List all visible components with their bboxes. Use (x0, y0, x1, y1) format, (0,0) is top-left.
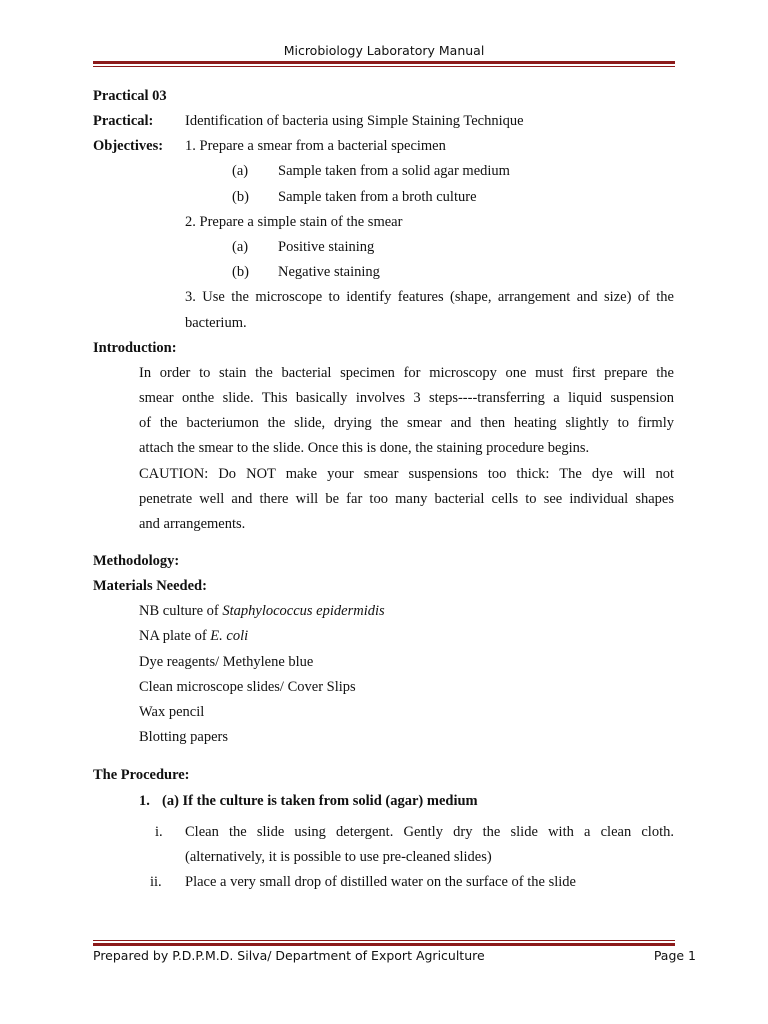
substep-ii-marker: ii. (150, 874, 162, 890)
material-item-1 (139, 603, 385, 620)
footer-rule-thin (93, 940, 675, 941)
objective-2a-marker: (a) (232, 239, 249, 255)
objective-1b: Sample taken from a broth culture (278, 189, 477, 205)
procedure-step-1-title: (a) If the culture is taken from solid (agar) medium (162, 793, 478, 809)
objective-2a: Positive staining (278, 239, 375, 255)
material-item-2 (139, 628, 248, 645)
practical-label: Practical: (93, 113, 154, 129)
objectives-label: Objectives: (93, 138, 164, 154)
intro-line-1: In order to stain the bacterial specimen for microscopy one must first prepare the (139, 365, 674, 381)
header-rule-thin (93, 66, 675, 67)
objective-2: 2. Prepare a simple stain of the smear (185, 214, 403, 230)
practical-number: Practical 03 (93, 88, 167, 104)
substep-i-marker: i. (155, 824, 163, 840)
objective-3-line2: bacterium. (185, 315, 247, 331)
caution-line-3: and arrangements. (139, 516, 246, 532)
objective-1b-marker: (b) (232, 189, 249, 205)
substep-ii-text: Place a very small drop of distilled water on the surface of the slide (185, 874, 576, 890)
objective-2b: Negative staining (278, 264, 380, 280)
objective-1a-marker: (a) (232, 163, 249, 179)
introduction-label: Introduction: (93, 340, 177, 356)
caution-line-1: CAUTION: Do NOT make your smear suspensions too thick: The dye will not (139, 466, 674, 482)
material-item-6: Blotting papers (139, 729, 229, 745)
material-item-2-prefix: NA plate of (139, 628, 211, 644)
objective-2b-marker: (b) (232, 264, 249, 280)
substep-i-line1: Clean the slide using detergent. Gently dry the slide with a clean cloth. (185, 824, 674, 840)
practical-title: Identification of bacteria using Simple Staining Technique (185, 113, 524, 129)
running-header: Microbiology Laboratory Manual (283, 43, 485, 58)
page-number: Page 1 (653, 948, 696, 963)
footer-author: Prepared by P.D.P.M.D. Silva/ Department of Export Agriculture (93, 948, 485, 963)
material-item-3: Dye reagents/ Methylene blue (139, 654, 314, 670)
intro-line-2: smear onthe slide. This basically involves 3 steps----transferring a liquid suspension (139, 390, 674, 406)
material-item-2-species: E. coli (210, 628, 249, 644)
intro-line-4: attach the smear to the slide. Once this is done, the staining procedure begins. (139, 440, 590, 456)
header-rule-thick (93, 61, 675, 64)
procedure-step-1-number: 1. (139, 793, 150, 809)
methodology-label: Methodology: (93, 553, 180, 569)
caution-line-2: penetrate well and there will be far too many bacterial cells to see individual shapes (139, 491, 674, 507)
material-item-5: Wax pencil (139, 704, 205, 720)
objective-1a: Sample taken from a solid agar medium (278, 163, 510, 179)
intro-line-3: of the bacteriumon the slide, drying the smear and then heating slightly to firmly (139, 415, 674, 431)
material-item-1-prefix: NB culture of (139, 603, 223, 619)
objective-3-line1: 3. Use the microscope to identify features (shape, arrangement and size) of the (185, 289, 674, 305)
materials-label: Materials Needed: (93, 578, 207, 594)
procedure-label: The Procedure: (93, 767, 190, 783)
objective-1: 1. Prepare a smear from a bacterial specimen (185, 138, 446, 154)
footer-rule-thick (93, 943, 675, 946)
substep-i-line2: (alternatively, it is possible to use pre-cleaned slides) (185, 849, 492, 865)
material-item-4: Clean microscope slides/ Cover Slips (139, 679, 356, 695)
material-item-1-species: Staphylococcus epidermidis (222, 603, 385, 619)
